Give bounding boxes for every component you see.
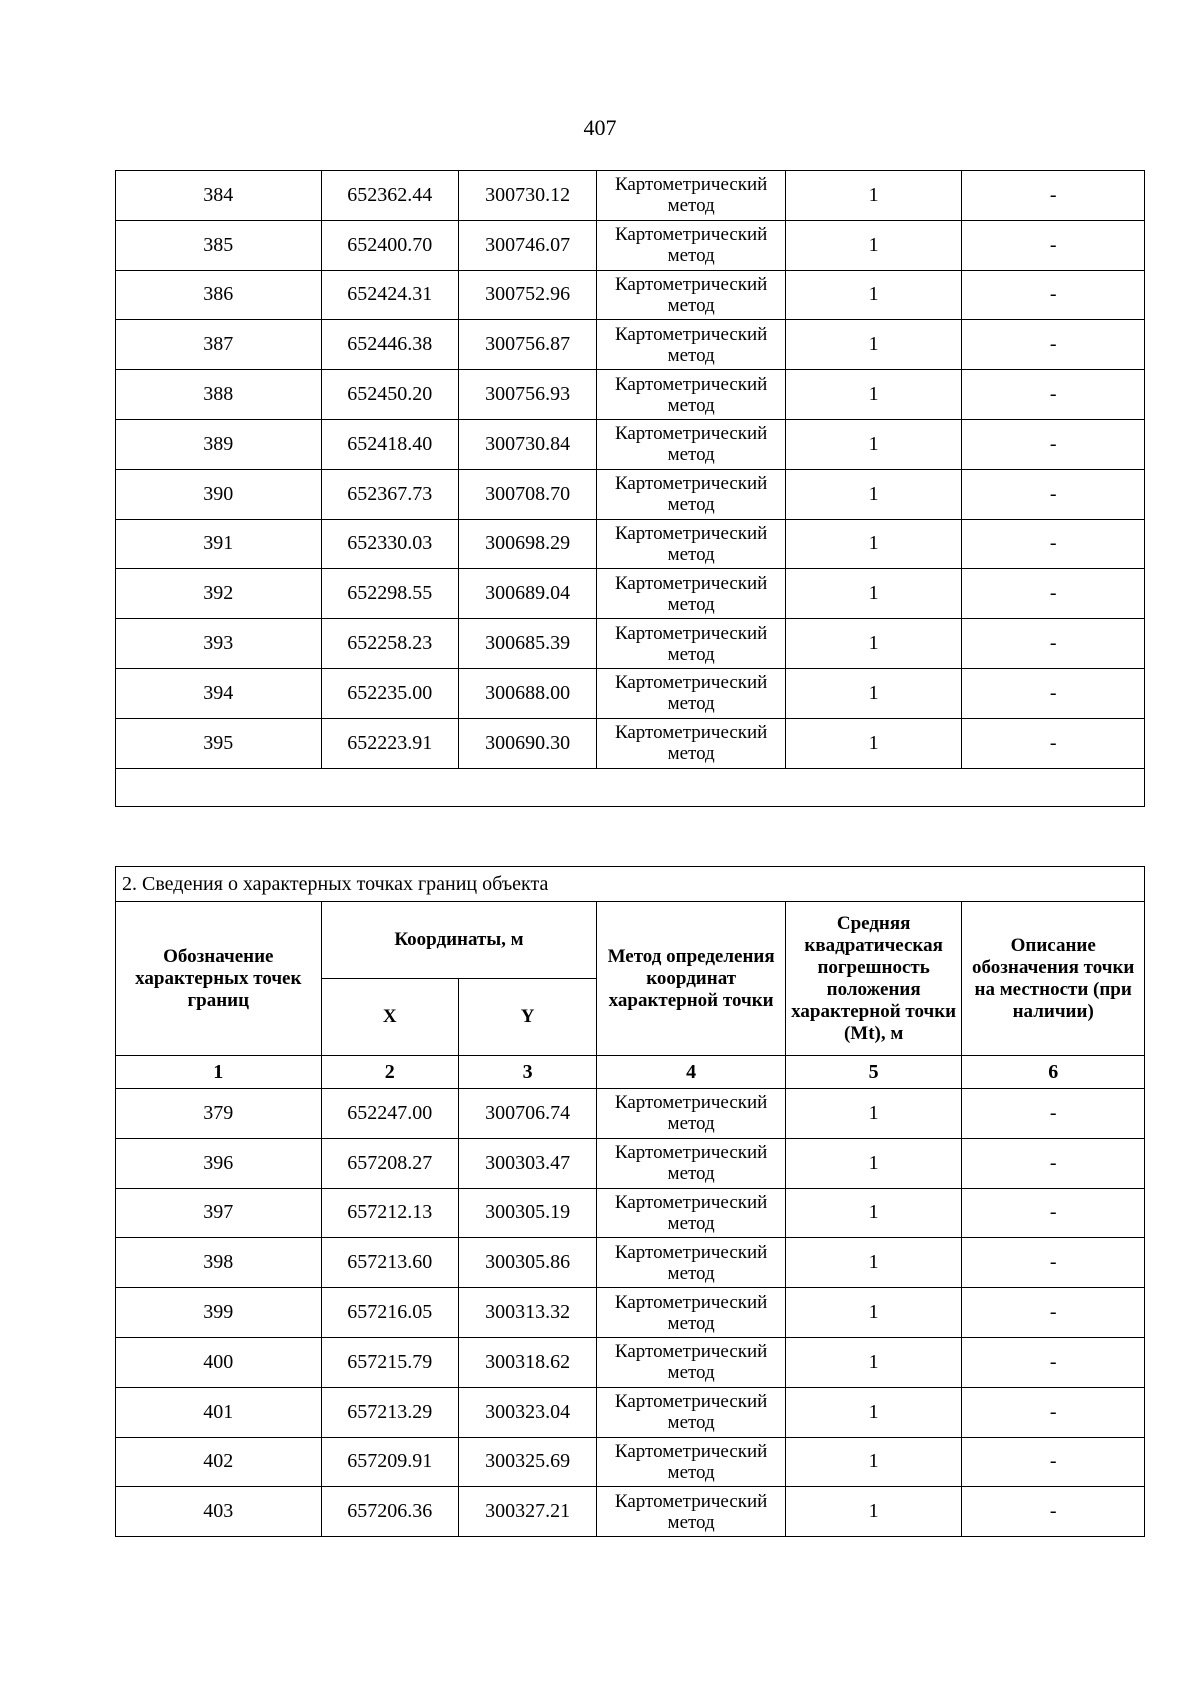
y-coordinate-cell: 300746.07 xyxy=(458,220,596,270)
table-row xyxy=(116,220,1145,270)
mt-cell: 1 xyxy=(785,1188,962,1238)
method-cell: Картометрический метод xyxy=(597,270,786,320)
point-id-cell: 397 xyxy=(116,1188,322,1238)
method-cell: Картометрический метод xyxy=(597,469,786,519)
y-coordinate-cell: 300303.47 xyxy=(458,1138,596,1188)
x-coordinate-cell: 652367.73 xyxy=(321,469,458,519)
y-coordinate-cell: 300318.62 xyxy=(458,1337,596,1387)
point-id-cell: 389 xyxy=(116,419,322,469)
description-cell: - xyxy=(962,270,1145,320)
point-id-cell: 391 xyxy=(116,519,322,569)
x-coordinate-cell: 657213.29 xyxy=(321,1387,458,1437)
x-coordinate-cell: 652424.31 xyxy=(321,270,458,320)
mt-cell: 1 xyxy=(785,320,962,370)
method-cell: Картометрический метод xyxy=(597,569,786,619)
table-row xyxy=(116,171,1145,221)
point-id-cell: 400 xyxy=(116,1337,322,1387)
table-row xyxy=(116,569,1145,619)
table-row xyxy=(116,469,1145,519)
y-coordinate-cell: 300325.69 xyxy=(458,1437,596,1487)
x-coordinate-cell: 657213.60 xyxy=(321,1238,458,1288)
mt-cell: 1 xyxy=(785,1387,962,1437)
x-coordinate-cell: 652400.70 xyxy=(321,220,458,270)
column-number: 3 xyxy=(458,1056,596,1089)
section-title: 2. Сведения о характерных точках границ объекта xyxy=(116,867,1145,902)
x-coordinate-cell: 657212.13 xyxy=(321,1188,458,1238)
empty-cell xyxy=(116,768,1145,806)
description-cell: - xyxy=(962,469,1145,519)
mt-cell: 1 xyxy=(785,718,962,768)
y-coordinate-cell: 300698.29 xyxy=(458,519,596,569)
point-id-cell: 398 xyxy=(116,1238,322,1288)
y-coordinate-cell: 300756.93 xyxy=(458,370,596,420)
method-cell: Картометрический метод xyxy=(597,1288,786,1338)
point-id-cell: 384 xyxy=(116,171,322,221)
y-coordinate-cell: 300730.84 xyxy=(458,419,596,469)
x-coordinate-cell: 657216.05 xyxy=(321,1288,458,1338)
x-coordinate-cell: 652247.00 xyxy=(321,1089,458,1139)
description-cell: - xyxy=(962,1188,1145,1238)
description-cell: - xyxy=(962,519,1145,569)
method-cell: Картометрический метод xyxy=(597,419,786,469)
table-row xyxy=(116,668,1145,718)
point-id-cell: 386 xyxy=(116,270,322,320)
mt-cell: 1 xyxy=(785,1437,962,1487)
method-cell: Картометрический метод xyxy=(597,668,786,718)
point-id-cell: 399 xyxy=(116,1288,322,1338)
description-cell: - xyxy=(962,1089,1145,1139)
point-id-cell: 403 xyxy=(116,1487,322,1537)
table-row xyxy=(116,619,1145,669)
table-row xyxy=(116,1487,1145,1537)
table-row xyxy=(116,419,1145,469)
bottom-table-body xyxy=(116,1089,1145,1537)
description-cell: - xyxy=(962,668,1145,718)
column-number: 5 xyxy=(785,1056,962,1089)
method-cell: Картометрический метод xyxy=(597,1337,786,1387)
method-cell: Картометрический метод xyxy=(597,1387,786,1437)
x-coordinate-cell: 657208.27 xyxy=(321,1138,458,1188)
table-row xyxy=(116,1138,1145,1188)
mt-cell: 1 xyxy=(785,1089,962,1139)
table-row xyxy=(116,370,1145,420)
column-number: 6 xyxy=(962,1056,1145,1089)
x-coordinate-cell: 652235.00 xyxy=(321,668,458,718)
description-cell: - xyxy=(962,220,1145,270)
point-id-cell: 402 xyxy=(116,1437,322,1487)
header-description: Описание обозначения точки на местности (при наличии) xyxy=(962,902,1145,1056)
mt-cell: 1 xyxy=(785,370,962,420)
boundary-points-table xyxy=(115,866,1145,1537)
top-coordinates-table xyxy=(115,170,1145,807)
method-cell: Картометрический метод xyxy=(597,370,786,420)
method-cell: Картометрический метод xyxy=(597,320,786,370)
point-id-cell: 394 xyxy=(116,668,322,718)
y-coordinate-cell: 300305.86 xyxy=(458,1238,596,1288)
y-coordinate-cell: 300730.12 xyxy=(458,171,596,221)
x-coordinate-cell: 657209.91 xyxy=(321,1437,458,1487)
header-method: Метод определения координат характерной точки xyxy=(597,902,786,1056)
mt-cell: 1 xyxy=(785,1238,962,1288)
mt-cell: 1 xyxy=(785,1337,962,1387)
y-coordinate-cell: 300688.00 xyxy=(458,668,596,718)
table-row xyxy=(116,1387,1145,1437)
description-cell: - xyxy=(962,1337,1145,1387)
point-id-cell: 392 xyxy=(116,569,322,619)
table-row xyxy=(116,718,1145,768)
x-coordinate-cell: 652330.03 xyxy=(321,519,458,569)
page-number: 407 xyxy=(583,115,617,140)
y-coordinate-cell: 300323.04 xyxy=(458,1387,596,1437)
section-title-row xyxy=(116,867,1145,902)
table-row xyxy=(116,320,1145,370)
y-coordinate-cell: 300327.21 xyxy=(458,1487,596,1537)
table-row xyxy=(116,1288,1145,1338)
point-id-cell: 395 xyxy=(116,718,322,768)
column-number: 4 xyxy=(597,1056,786,1089)
mt-cell: 1 xyxy=(785,1138,962,1188)
description-cell: - xyxy=(962,320,1145,370)
point-id-cell: 388 xyxy=(116,370,322,420)
x-coordinate-cell: 652298.55 xyxy=(321,569,458,619)
mt-cell: 1 xyxy=(785,668,962,718)
method-cell: Картометрический метод xyxy=(597,1138,786,1188)
mt-cell: 1 xyxy=(785,519,962,569)
table-row xyxy=(116,1238,1145,1288)
x-coordinate-cell: 652418.40 xyxy=(321,419,458,469)
mt-cell: 1 xyxy=(785,619,962,669)
method-cell: Картометрический метод xyxy=(597,1188,786,1238)
point-id-cell: 385 xyxy=(116,220,322,270)
method-cell: Картометрический метод xyxy=(597,718,786,768)
description-cell: - xyxy=(962,1487,1145,1537)
description-cell: - xyxy=(962,171,1145,221)
description-cell: - xyxy=(962,1138,1145,1188)
y-coordinate-cell: 300708.70 xyxy=(458,469,596,519)
header-coordinates: Координаты, м xyxy=(321,902,597,979)
description-cell: - xyxy=(962,718,1145,768)
description-cell: - xyxy=(962,1238,1145,1288)
description-cell: - xyxy=(962,1288,1145,1338)
point-id-cell: 387 xyxy=(116,320,322,370)
method-cell: Картометрический метод xyxy=(597,220,786,270)
y-coordinate-cell: 300685.39 xyxy=(458,619,596,669)
header-designation: Обозначение характерных точек границ xyxy=(116,902,322,1056)
empty-row xyxy=(116,768,1145,806)
description-cell: - xyxy=(962,1437,1145,1487)
header-mt: Средняя квадратическая погрешность положения характерной точки (Mt), м xyxy=(785,902,962,1056)
x-coordinate-cell: 657206.36 xyxy=(321,1487,458,1537)
header-y: Y xyxy=(458,979,596,1056)
point-id-cell: 390 xyxy=(116,469,322,519)
y-coordinate-cell: 300689.04 xyxy=(458,569,596,619)
mt-cell: 1 xyxy=(785,1487,962,1537)
point-id-cell: 396 xyxy=(116,1138,322,1188)
x-coordinate-cell: 652446.38 xyxy=(321,320,458,370)
header-x: X xyxy=(321,979,458,1056)
method-cell: Картометрический метод xyxy=(597,1487,786,1537)
x-coordinate-cell: 652450.20 xyxy=(321,370,458,420)
method-cell: Картометрический метод xyxy=(597,1437,786,1487)
y-coordinate-cell: 300706.74 xyxy=(458,1089,596,1139)
table-row xyxy=(116,1437,1145,1487)
column-number: 2 xyxy=(321,1056,458,1089)
y-coordinate-cell: 300690.30 xyxy=(458,718,596,768)
description-cell: - xyxy=(962,419,1145,469)
mt-cell: 1 xyxy=(785,220,962,270)
description-cell: - xyxy=(962,1387,1145,1437)
x-coordinate-cell: 652223.91 xyxy=(321,718,458,768)
point-id-cell: 401 xyxy=(116,1387,322,1437)
mt-cell: 1 xyxy=(785,270,962,320)
table-row xyxy=(116,519,1145,569)
mt-cell: 1 xyxy=(785,1288,962,1338)
y-coordinate-cell: 300752.96 xyxy=(458,270,596,320)
mt-cell: 1 xyxy=(785,171,962,221)
y-coordinate-cell: 300313.32 xyxy=(458,1288,596,1338)
mt-cell: 1 xyxy=(785,419,962,469)
method-cell: Картометрический метод xyxy=(597,1238,786,1288)
top-table-body xyxy=(116,171,1145,769)
x-coordinate-cell: 652362.44 xyxy=(321,171,458,221)
column-numbers-row xyxy=(116,1056,1145,1089)
y-coordinate-cell: 300305.19 xyxy=(458,1188,596,1238)
method-cell: Картометрический метод xyxy=(597,171,786,221)
method-cell: Картометрический метод xyxy=(597,619,786,669)
table-row xyxy=(116,270,1145,320)
mt-cell: 1 xyxy=(785,569,962,619)
y-coordinate-cell: 300756.87 xyxy=(458,320,596,370)
table-row xyxy=(116,1337,1145,1387)
method-cell: Картометрический метод xyxy=(597,1089,786,1139)
header-row-1 xyxy=(116,902,1145,979)
method-cell: Картометрический метод xyxy=(597,519,786,569)
table-row xyxy=(116,1188,1145,1238)
mt-cell: 1 xyxy=(785,469,962,519)
x-coordinate-cell: 657215.79 xyxy=(321,1337,458,1387)
description-cell: - xyxy=(962,569,1145,619)
point-id-cell: 393 xyxy=(116,619,322,669)
point-id-cell: 379 xyxy=(116,1089,322,1139)
description-cell: - xyxy=(962,370,1145,420)
table-row xyxy=(116,1089,1145,1139)
x-coordinate-cell: 652258.23 xyxy=(321,619,458,669)
column-number: 1 xyxy=(116,1056,322,1089)
description-cell: - xyxy=(962,619,1145,669)
